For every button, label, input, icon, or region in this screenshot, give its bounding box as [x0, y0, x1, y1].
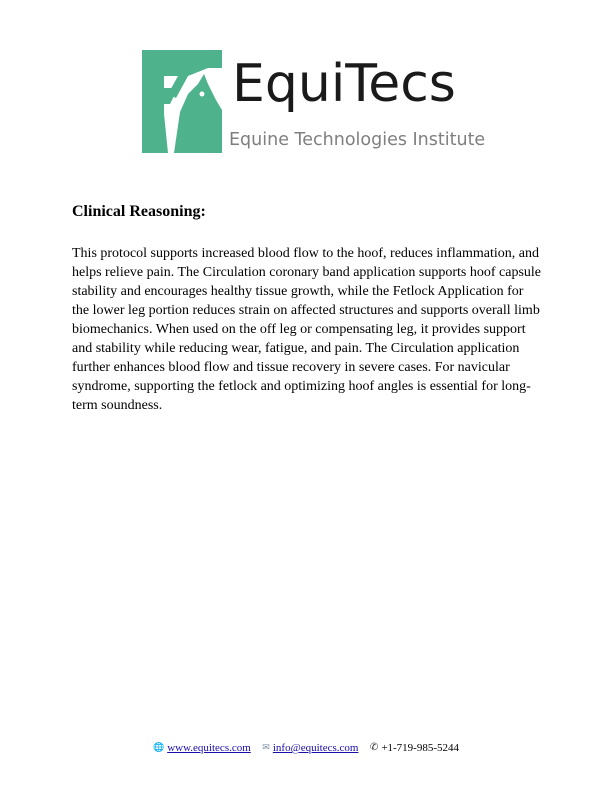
brand-tagline: Equine Technologies Institute [229, 130, 486, 150]
phone-number: +1-719-985-5244 [381, 742, 460, 754]
footer-contact [0, 740, 612, 755]
clinical-reasoning-paragraph: This protocol supports increased blood flow to the hoof, reduces inflammation, and helps relieve pain. The Circulation coronary band application supports hoof capsule stability and encourages healthy tissue growth, while the Fetlock Application for the lower leg portion reduces strain on affected structures and supports overall limb biomechanics. When used on the off leg or compensating leg, it provides support and stability while reducing wear, fatigue, and pain. The Circulation application further enhances blood flow and tissue recovery in severe cases. For navicular syndrome, supporting the fetlock and optimizing hoof angles is essential for long-term soundness. [72, 246, 541, 413]
website-link[interactable]: www.equitecs.com [167, 742, 251, 754]
equitecs-logo [142, 50, 486, 156]
email-link[interactable]: info@equitecs.com [272, 742, 359, 754]
phone-icon: ✆ [369, 742, 379, 753]
email-icon: ✉ [262, 742, 270, 752]
section-heading: Clinical Reasoning: [72, 203, 206, 220]
brand-name: EquiTecs [232, 54, 456, 114]
globe-icon: 🌐 [152, 742, 165, 752]
horse-head-e-logo-icon [142, 50, 222, 153]
